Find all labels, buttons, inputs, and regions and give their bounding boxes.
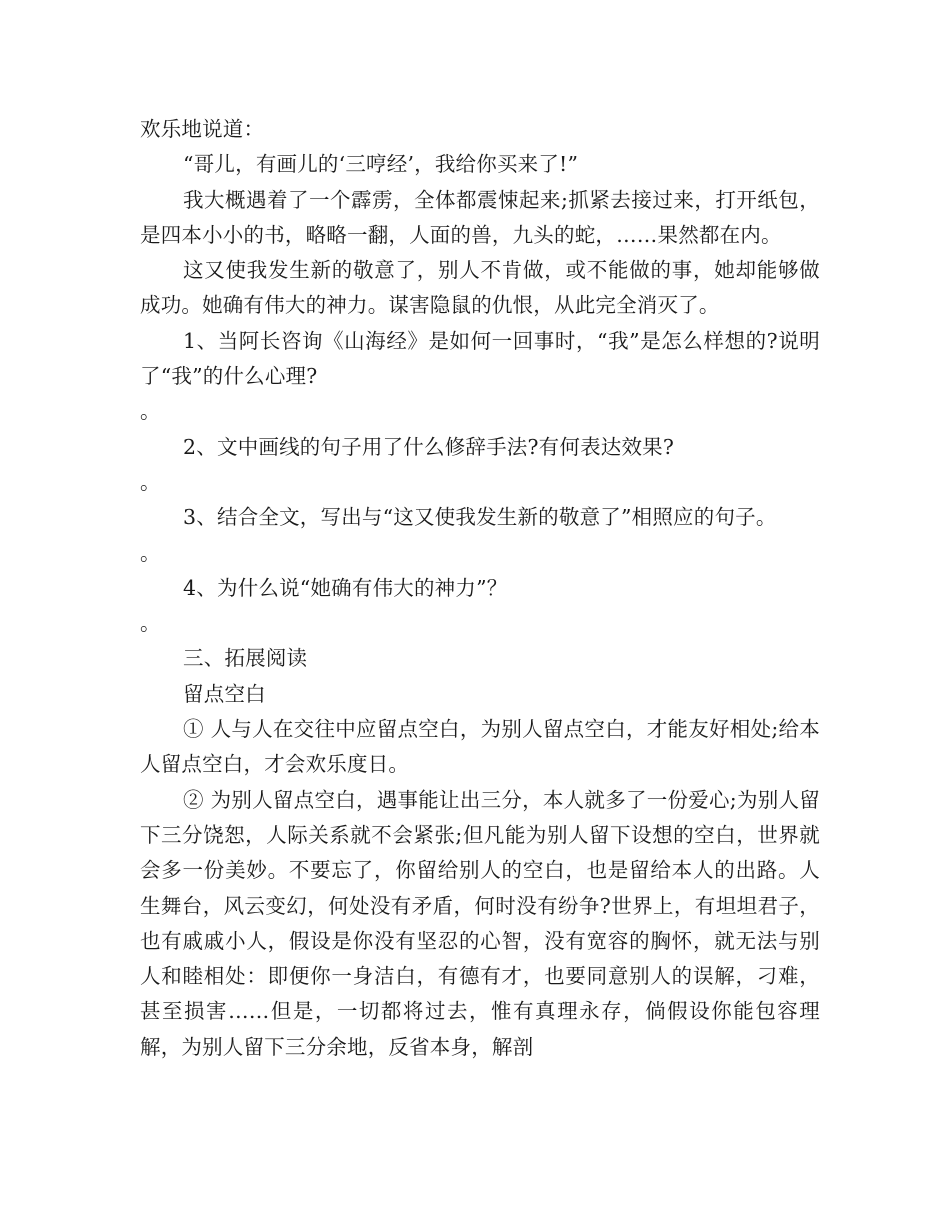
article-paragraph-1: ① 人与人在交往中应留点空白，为别人留点空白，才能友好相处;给本人留点空白，才会欢乐度日。	[140, 717, 820, 777]
paragraph-quote: “哥儿，有画儿的‘三哼经’，我给你买来了!”	[183, 152, 579, 177]
article-paragraph-2: ② 为别人留点空白，遇事能让出三分，本人就多了一份爱心;为别人留下三分饶恕，人际关系就不会紧张;但凡能为别人留下设想的空白，世界就会多一份美妙。不要忘了，你留给别人的空白，也是留给本人的出路。人生舞台，风云变幻，何处没有矛盾，何时没有纷争?世界上，有坦坦君子，也有戚戚小人，假设是你没有坚忍的心智，没有宽容的胸怀，就无法与别人和睦相处：即便你一身洁白，有德有才，也要同意别人的误解，刁难，甚至损害……但是，一切都将过去，惟有真理永存，倘假设你能包容理解，为别人留下三分余地，反省本身，解剖	[140, 787, 820, 1059]
document-body	[140, 112, 820, 1065]
question-1: 1、当阿长咨询《山海经》是如何一回事时，“我”是怎么样想的?说明了“我”的什么心理?	[140, 328, 820, 389]
answer-blank-3: 。	[140, 540, 161, 565]
paragraph-continuation: 欢乐地说道：	[140, 117, 265, 141]
section-heading: 三、拓展阅读	[183, 646, 308, 671]
article-title: 留点空白	[183, 681, 266, 706]
question-2: 2、文中画线的句子用了什么修辞手法?有何表达效果?	[183, 434, 675, 459]
answer-blank-4: 。	[140, 611, 161, 636]
answer-blank-1: 。	[140, 399, 161, 424]
question-3: 3、结合全文，写出与“这又使我发生新的敬意了”相照应的句子。	[183, 505, 777, 530]
answer-blank-2: 。	[140, 469, 161, 494]
paragraph-thunderbolt: 我大概遇着了一个霹雳，全体都震悚起来;抓紧去接过来，打开纸包，是四本小小的书，略略一翻，人面的兽，九头的蛇，……果然都在内。	[140, 187, 820, 247]
paragraph-new-respect: 这又使我发生新的敬意了，别人不肯做，或不能做的事，她却能够做成功。她确有伟大的神力。谋害隐鼠的仇恨，从此完全消灭了。	[140, 258, 820, 318]
question-4: 4、为什么说“她确有伟大的神力”？	[183, 575, 508, 600]
